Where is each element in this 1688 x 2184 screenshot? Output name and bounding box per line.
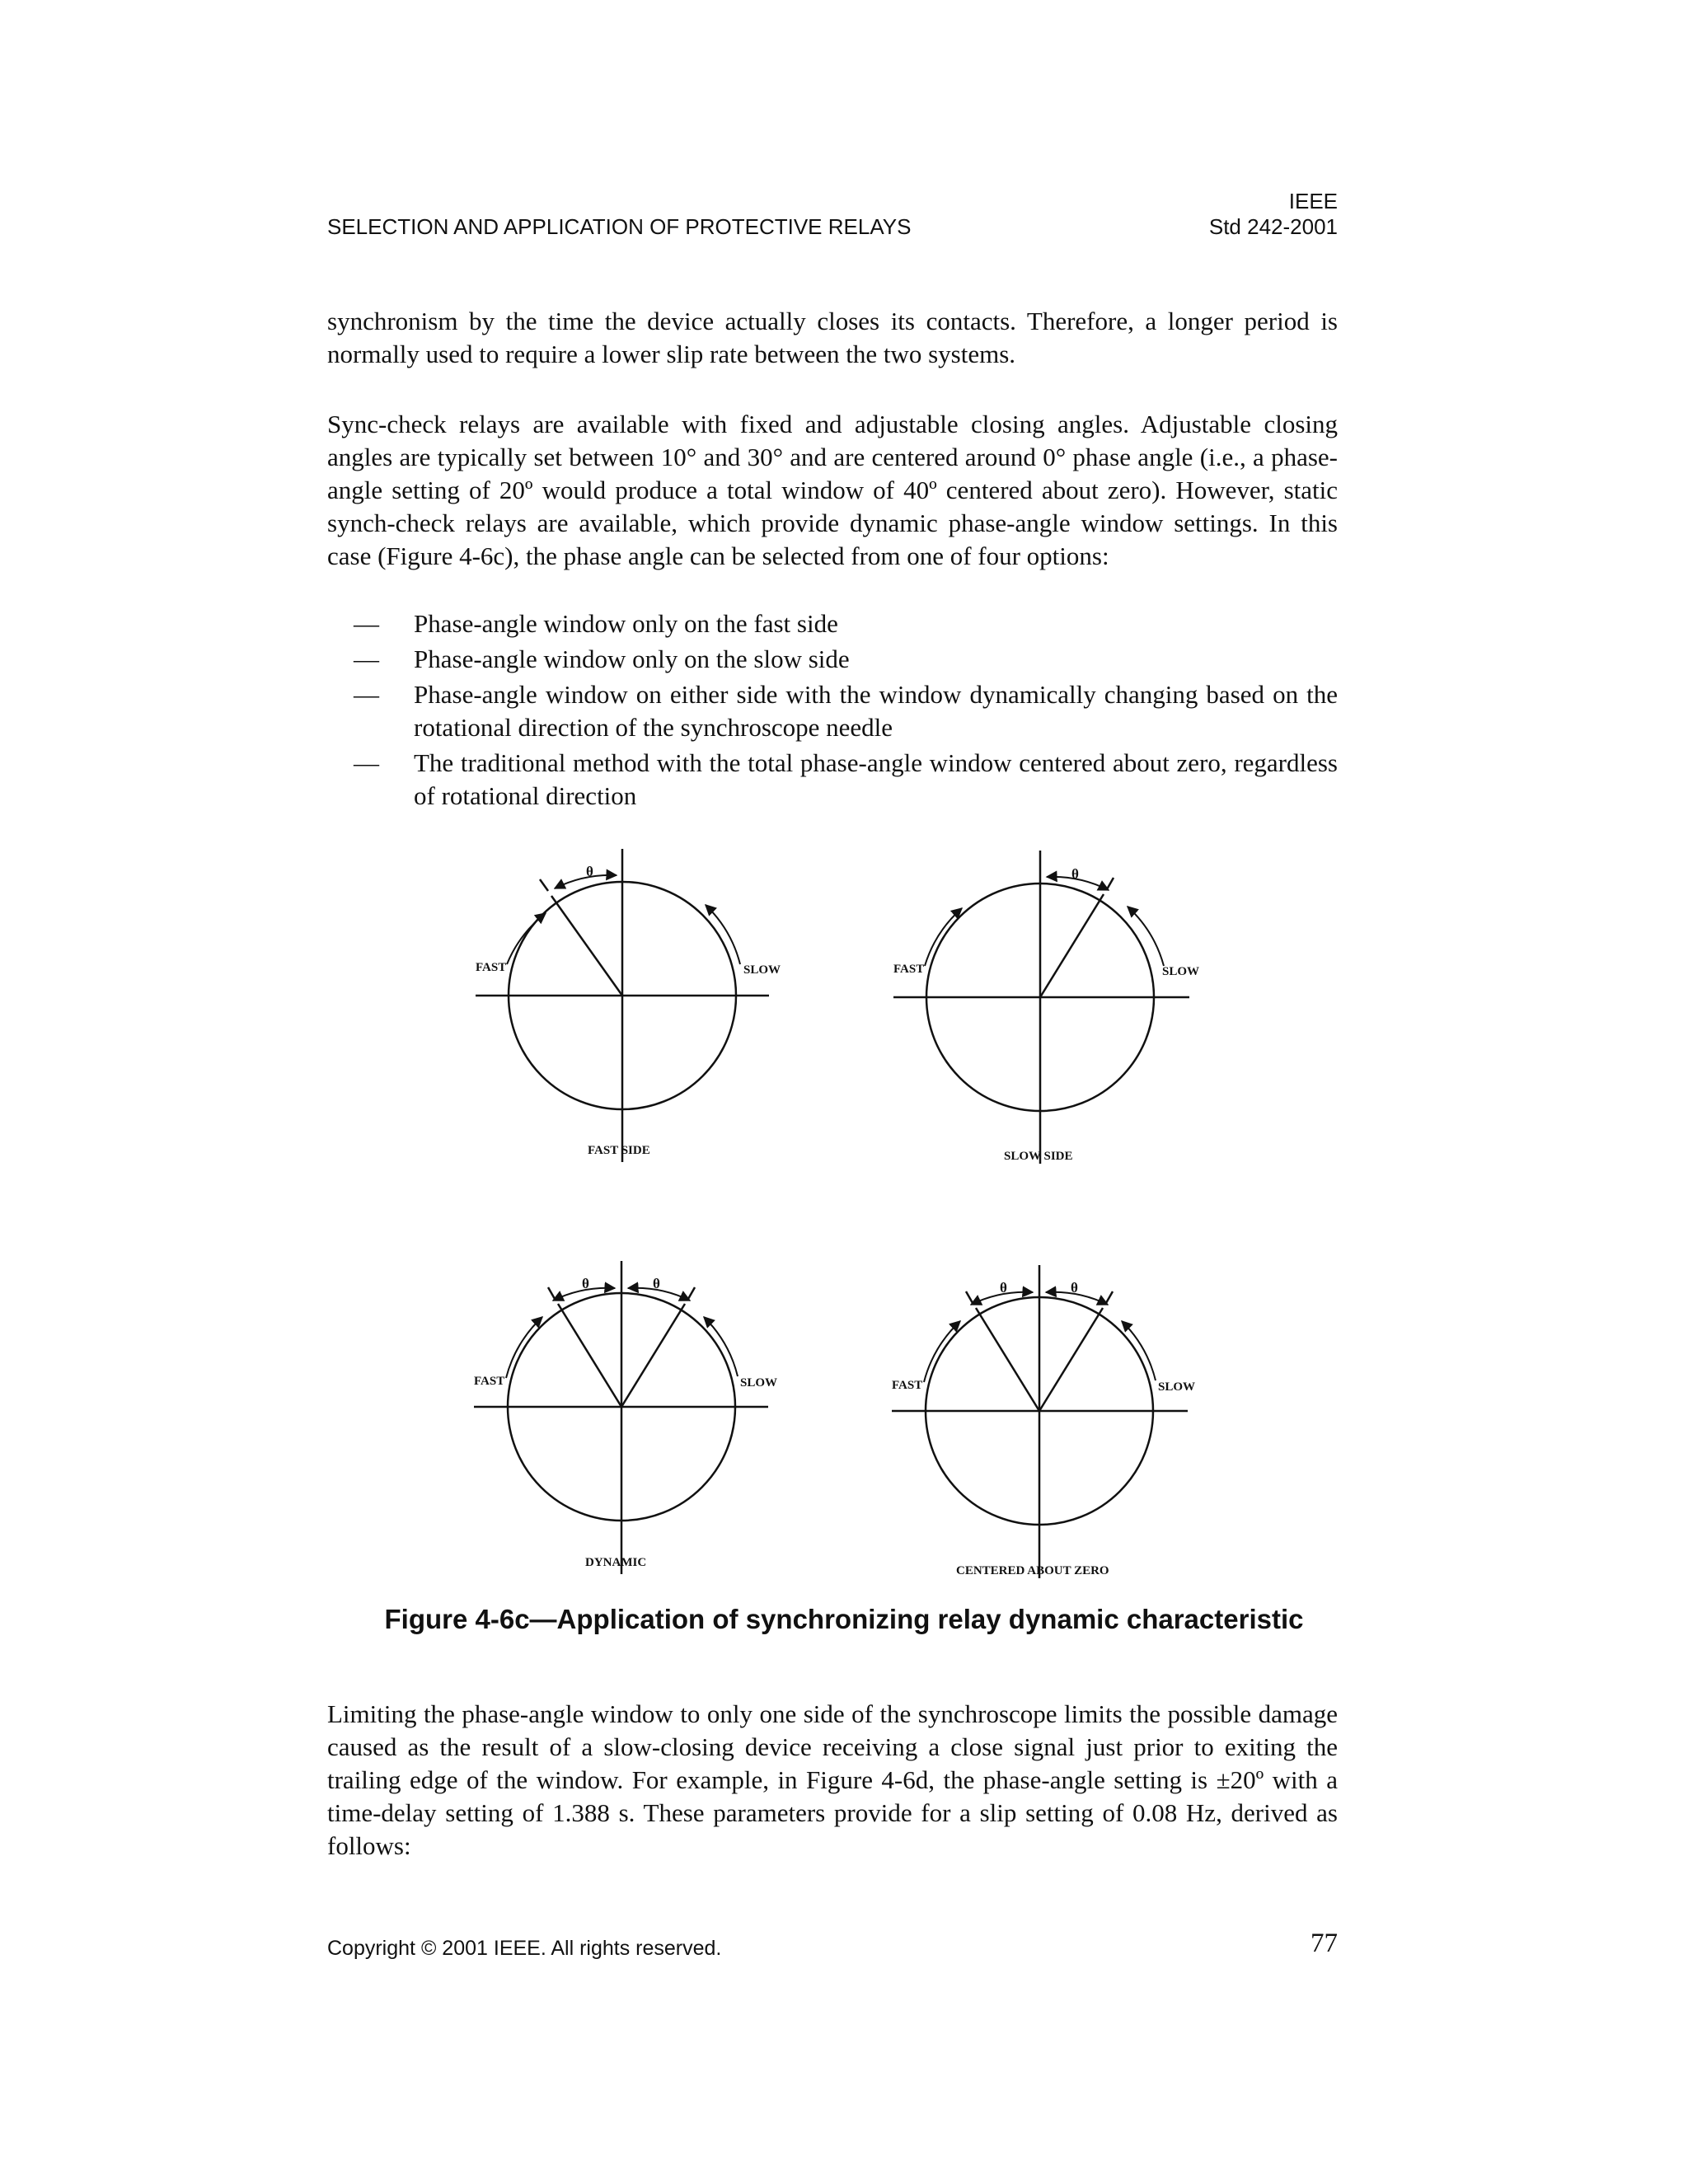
list-item — [327, 607, 1338, 640]
fast-label: FAST — [893, 963, 925, 976]
running-header-standard: Std 242-2001 — [1208, 214, 1338, 239]
paragraph-limiting-window: Limiting the phase-angle window to only one side of the synchroscope limits the possible damage caused as the result of a slow-closing device receiving a close signal just prior to exiting the trailing edge of the window. For example, in Figure 4-6d, the phase-angle setting is ±20º with a time-delay setting of 1.388 s. These parameters provide for a slip setting of 0.08 Hz, derived as follows: — [327, 1699, 1338, 1860]
slow-label: SLOW — [740, 1376, 778, 1390]
list-item — [327, 747, 1338, 813]
paragraph-sync-check-relays: Sync-check relays are available with fixed and adjustable closing angles. Adjustable closing angles are typically set between 10° and 30° and are centered around 0° phase angle (i.e., a phase-angle setting of 20º would produce a total window of 40º centered about zero). However, static synch-check relays are available, which provide dynamic phase-angle window settings. In this case (Figure 4-6c), the phase angle can be selected from one of four options: — [327, 410, 1338, 570]
list-item — [327, 678, 1338, 744]
slow-label: SLOW — [743, 963, 781, 977]
panel-slow-side — [893, 851, 1189, 1164]
theta-label: θ — [1000, 1280, 1007, 1296]
theta-label: θ — [582, 1276, 589, 1291]
footer-copyright: Copyright © 2001 IEEE. All rights reserved. — [327, 1937, 722, 1960]
panel-dynamic — [474, 1261, 768, 1574]
list-dash: — — [354, 680, 379, 709]
panel-centered-about-zero — [892, 1265, 1188, 1578]
panel-title-slow-side: SLOW SIDE — [1004, 1150, 1073, 1163]
panel-title-centered: CENTERED ABOUT ZERO — [956, 1564, 1109, 1577]
theta-label: θ — [1071, 866, 1079, 882]
paragraph-synchronism: synchronism by the time the device actually closes its contacts. Therefore, a longer period is normally used to require a lower slip rate between the two systems. — [327, 307, 1338, 368]
fast-label: FAST — [474, 1375, 505, 1388]
panel-title-dynamic: DYNAMIC — [585, 1556, 647, 1569]
theta-label: θ — [1071, 1280, 1078, 1296]
list-item-text: The traditional method with the total phase-angle window centered about zero, regardless of rotational direction — [414, 748, 1338, 810]
fast-label: FAST — [476, 961, 507, 974]
figure-caption: Figure 4-6c—Application of synchronizing relay dynamic characteristic — [384, 1604, 1304, 1634]
fast-label: FAST — [892, 1379, 923, 1392]
options-list — [327, 607, 1338, 815]
list-dash: — — [354, 609, 379, 638]
panel-title-fast-side: FAST SIDE — [588, 1144, 650, 1157]
panel-fast-side — [476, 849, 769, 1162]
list-dash: — — [354, 644, 379, 673]
slow-label: SLOW — [1158, 1380, 1196, 1394]
theta-label: θ — [653, 1276, 660, 1291]
theta-label: θ — [586, 864, 593, 879]
list-item-text: Phase-angle window only on the fast side — [414, 609, 838, 638]
list-dash: — — [354, 748, 379, 777]
list-item-text: Phase-angle window on either side with the window dynamically changing based on the rotational direction of the synchroscope needle — [414, 680, 1338, 742]
running-header-org: IEEE — [1288, 189, 1338, 213]
list-item-text: Phase-angle window only on the slow side — [414, 644, 850, 673]
page-number: 77 — [1311, 1929, 1338, 1958]
slow-label: SLOW — [1162, 965, 1200, 978]
running-header-title: SELECTION AND APPLICATION OF PROTECTIVE RELAYS — [327, 214, 912, 239]
list-item — [327, 643, 1338, 676]
